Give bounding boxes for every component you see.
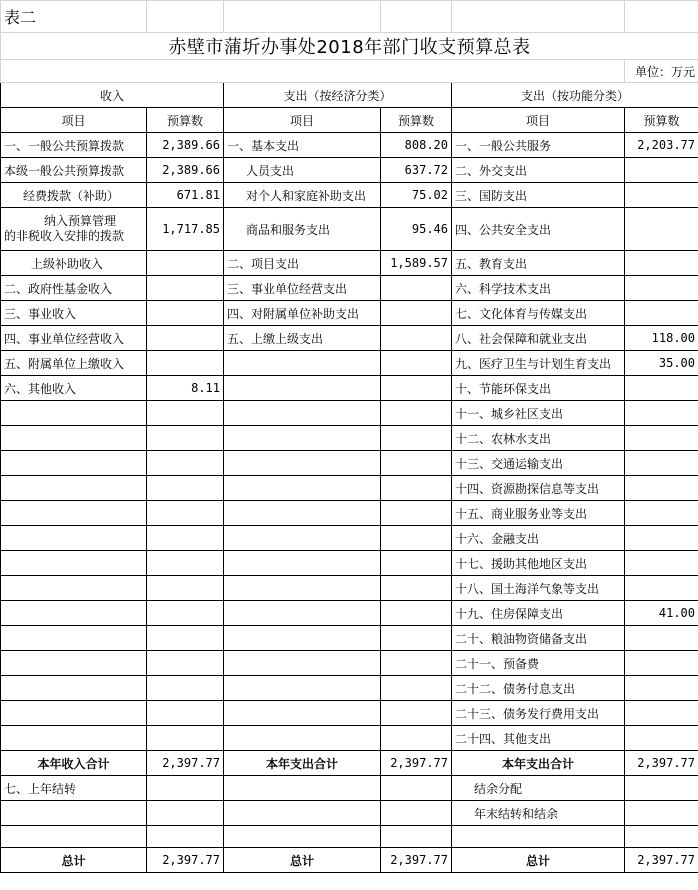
econ-item (224, 626, 381, 651)
econ-item (224, 701, 381, 726)
income-value (147, 626, 224, 651)
income-item (1, 601, 147, 626)
income-item (1, 701, 147, 726)
year-func-total-value: 2,397.77 (625, 751, 698, 776)
income-item (1, 501, 147, 526)
income-value (147, 326, 224, 351)
func-value (625, 526, 698, 551)
column-header-budget: 预算数 (381, 108, 452, 133)
econ-value: 637.72 (381, 158, 452, 183)
econ-value: 95.46 (381, 208, 452, 251)
econ-item: 三、事业单位经营支出 (224, 276, 381, 301)
empty-cell (452, 826, 625, 848)
income-value (147, 576, 224, 601)
table-row (1, 551, 698, 576)
econ-item: 二、项目支出 (224, 251, 381, 276)
table-row (1, 501, 698, 526)
income-value: 2,389.66 (147, 158, 224, 183)
income-value: 1,717.85 (147, 208, 224, 251)
income-item-line1: 纳入预算管理 (44, 214, 117, 228)
income-value (147, 426, 224, 451)
table-row (1, 301, 698, 326)
econ-item: 人员支出 (224, 158, 381, 183)
table-row (1, 183, 698, 208)
grand-expense-total-label: 总计 (224, 848, 381, 873)
econ-item (224, 576, 381, 601)
empty-cell (452, 1, 625, 33)
table-row (1, 676, 698, 701)
func-item: 十、节能环保支出 (452, 376, 625, 401)
income-item: 五、附属单位上缴收入 (1, 351, 147, 376)
empty-cell (147, 1, 224, 33)
empty-cell (147, 776, 224, 801)
income-item: 上级补助收入 (1, 251, 147, 276)
econ-value (381, 726, 452, 751)
prev-carry-label: 七、上年结转 (1, 776, 147, 801)
econ-value (381, 501, 452, 526)
econ-value: 1,589.57 (381, 251, 452, 276)
year-expense-total-value: 2,397.77 (381, 751, 452, 776)
func-item: 六、科学技术支出 (452, 276, 625, 301)
func-value (625, 626, 698, 651)
income-item (1, 451, 147, 476)
grand-expense-total-value: 2,397.77 (381, 848, 452, 873)
func-value: 41.00 (625, 601, 698, 626)
func-value (625, 208, 698, 251)
func-value (625, 158, 698, 183)
income-value (147, 726, 224, 751)
table-row (1, 276, 698, 301)
empty-cell (147, 801, 224, 826)
func-value (625, 501, 698, 526)
func-item: 十二、农林水支出 (452, 426, 625, 451)
func-value (625, 676, 698, 701)
empty-cell (625, 776, 698, 801)
econ-value (381, 451, 452, 476)
income-item (1, 426, 147, 451)
empty-cell (224, 826, 381, 848)
grand-income-total-value: 2,397.77 (147, 848, 224, 873)
income-item (1, 676, 147, 701)
table-row (1, 601, 698, 626)
func-value (625, 276, 698, 301)
econ-value (381, 476, 452, 501)
income-value (147, 701, 224, 726)
func-item: 二十二、债务付息支出 (452, 676, 625, 701)
grand-func-total-value: 2,397.77 (625, 848, 698, 873)
empty-cell (224, 801, 381, 826)
econ-value (381, 651, 452, 676)
econ-item: 商品和服务支出 (224, 208, 381, 251)
econ-item (224, 351, 381, 376)
income-value (147, 601, 224, 626)
econ-value (381, 301, 452, 326)
econ-item (224, 451, 381, 476)
func-item: 一、一般公共服务 (452, 133, 625, 158)
func-value (625, 401, 698, 426)
func-item: 四、公共安全支出 (452, 208, 625, 251)
empty-cell (381, 776, 452, 801)
econ-item (224, 526, 381, 551)
table-row (1, 801, 698, 826)
func-item: 二、外交支出 (452, 158, 625, 183)
func-item: 十九、住房保障支出 (452, 601, 625, 626)
econ-item: 五、上缴上级支出 (224, 326, 381, 351)
func-value (625, 451, 698, 476)
empty-cell (625, 1, 698, 33)
econ-value (381, 701, 452, 726)
econ-item (224, 476, 381, 501)
income-item: 四、事业单位经营收入 (1, 326, 147, 351)
econ-value (381, 526, 452, 551)
grand-income-total-label: 总计 (1, 848, 147, 873)
func-value: 118.00 (625, 326, 698, 351)
income-value (147, 351, 224, 376)
column-header-budget: 预算数 (147, 108, 224, 133)
income-value (147, 276, 224, 301)
unit-label: 单位：万元 (625, 60, 698, 83)
econ-item (224, 551, 381, 576)
func-value (625, 551, 698, 576)
table-row (1, 476, 698, 501)
income-item (1, 401, 147, 426)
econ-item: 四、对附属单位补助支出 (224, 301, 381, 326)
table-row (1, 776, 698, 801)
empty-cell (1, 801, 147, 826)
income-value: 671.81 (147, 183, 224, 208)
empty-cell (224, 776, 381, 801)
econ-value (381, 401, 452, 426)
econ-item: 一、基本支出 (224, 133, 381, 158)
func-item: 十七、援助其他地区支出 (452, 551, 625, 576)
econ-item (224, 401, 381, 426)
econ-value (381, 326, 452, 351)
grand-total-row (1, 848, 698, 873)
func-item: 九、医疗卫生与计划生育支出 (452, 351, 625, 376)
func-item: 二十一、预备费 (452, 651, 625, 676)
income-item (1, 726, 147, 751)
econ-value (381, 426, 452, 451)
column-header-item: 项目 (452, 108, 625, 133)
func-value (625, 301, 698, 326)
table-row (1, 251, 698, 276)
econ-value (381, 676, 452, 701)
func-value (625, 651, 698, 676)
func-value (625, 376, 698, 401)
func-item: 三、国防支出 (452, 183, 625, 208)
empty-cell (1, 60, 625, 83)
expense-func-header: 支出（按功能分类） (452, 83, 698, 108)
table-row (1, 576, 698, 601)
econ-item (224, 676, 381, 701)
income-value (147, 651, 224, 676)
func-value (625, 576, 698, 601)
econ-value (381, 626, 452, 651)
func-value: 2,203.77 (625, 133, 698, 158)
empty-cell (1, 826, 147, 848)
column-header-budget: 预算数 (625, 108, 698, 133)
year-income-total-value: 2,397.77 (147, 751, 224, 776)
income-value (147, 451, 224, 476)
year-expense-total-label: 本年支出合计 (224, 751, 381, 776)
econ-value (381, 551, 452, 576)
table-row (1, 208, 698, 251)
empty-cell (625, 801, 698, 826)
year-func-total-label: 本年支出合计 (452, 751, 625, 776)
econ-value (381, 276, 452, 301)
sheet-label: 表二 (1, 1, 147, 33)
func-value (625, 426, 698, 451)
income-value: 2,389.66 (147, 133, 224, 158)
econ-item (224, 651, 381, 676)
func-item: 五、教育支出 (452, 251, 625, 276)
table-row (1, 526, 698, 551)
grand-func-total-label: 总计 (452, 848, 625, 873)
income-value (147, 526, 224, 551)
income-item: 三、事业收入 (1, 301, 147, 326)
income-value (147, 301, 224, 326)
empty-cell (224, 1, 381, 33)
econ-item (224, 501, 381, 526)
income-value: 8.11 (147, 376, 224, 401)
table-row (1, 376, 698, 401)
table-row (1, 158, 698, 183)
income-item-line2: 的非税收入安排的拨款 (4, 229, 125, 243)
table-row (1, 651, 698, 676)
func-value (625, 701, 698, 726)
year-total-row (1, 751, 698, 776)
table-row (1, 451, 698, 476)
func-value (625, 251, 698, 276)
yearend-carry-label: 年末结转和结余 (452, 801, 625, 826)
func-item: 八、社会保障和就业支出 (452, 326, 625, 351)
income-header: 收入 (1, 83, 224, 108)
expense-econ-header: 支出（按经济分类） (224, 83, 452, 108)
empty-cell (381, 826, 452, 848)
func-item: 七、文化体育与传媒支出 (452, 301, 625, 326)
income-value (147, 501, 224, 526)
table-row (1, 326, 698, 351)
econ-item (224, 726, 381, 751)
econ-item (224, 601, 381, 626)
income-item: 二、政府性基金收入 (1, 276, 147, 301)
func-item: 十四、资源勘探信息等支出 (452, 476, 625, 501)
func-item: 二十四、其他支出 (452, 726, 625, 751)
surplus-label: 结余分配 (452, 776, 625, 801)
func-item: 十三、交通运输支出 (452, 451, 625, 476)
econ-item: 对个人和家庭补助支出 (224, 183, 381, 208)
income-value (147, 476, 224, 501)
column-header-item: 项目 (224, 108, 381, 133)
func-value (625, 476, 698, 501)
income-item (1, 476, 147, 501)
func-value (625, 183, 698, 208)
income-item: 一、一般公共预算拨款 (1, 133, 147, 158)
func-item: 十六、金融支出 (452, 526, 625, 551)
income-item (1, 551, 147, 576)
income-item (1, 651, 147, 676)
econ-value (381, 601, 452, 626)
func-value (625, 726, 698, 751)
empty-cell (381, 801, 452, 826)
func-item: 十一、城乡社区支出 (452, 401, 625, 426)
table-row (1, 626, 698, 651)
column-header-item: 项目 (1, 108, 147, 133)
func-item: 十八、国土海洋气象等支出 (452, 576, 625, 601)
table-row (1, 701, 698, 726)
table-row (1, 401, 698, 426)
income-item (1, 576, 147, 601)
empty-cell (147, 826, 224, 848)
income-item: 经费拨款（补助） (1, 183, 147, 208)
table-row (1, 426, 698, 451)
income-item (1, 208, 147, 251)
income-value (147, 676, 224, 701)
table-row (1, 726, 698, 751)
empty-cell (381, 1, 452, 33)
income-item: 六、其他收入 (1, 376, 147, 401)
table-row (1, 351, 698, 376)
income-value (147, 251, 224, 276)
empty-cell (625, 826, 698, 848)
income-value (147, 551, 224, 576)
income-value (147, 401, 224, 426)
table-row (1, 826, 698, 848)
table-row (1, 133, 698, 158)
econ-item (224, 376, 381, 401)
func-item: 十五、商业服务业等支出 (452, 501, 625, 526)
income-item (1, 526, 147, 551)
func-value: 35.00 (625, 351, 698, 376)
func-item: 二十、粮油物资储备支出 (452, 626, 625, 651)
income-item: 本级一般公共预算拨款 (1, 158, 147, 183)
income-item (1, 626, 147, 651)
year-income-total-label: 本年收入合计 (1, 751, 147, 776)
func-item: 二十三、债务发行费用支出 (452, 701, 625, 726)
econ-value (381, 576, 452, 601)
econ-value (381, 376, 452, 401)
econ-value (381, 351, 452, 376)
econ-value: 75.02 (381, 183, 452, 208)
page-title: 赤壁市蒲圻办事处2018年部门收支预算总表 (1, 33, 698, 60)
econ-value: 808.20 (381, 133, 452, 158)
econ-item (224, 426, 381, 451)
